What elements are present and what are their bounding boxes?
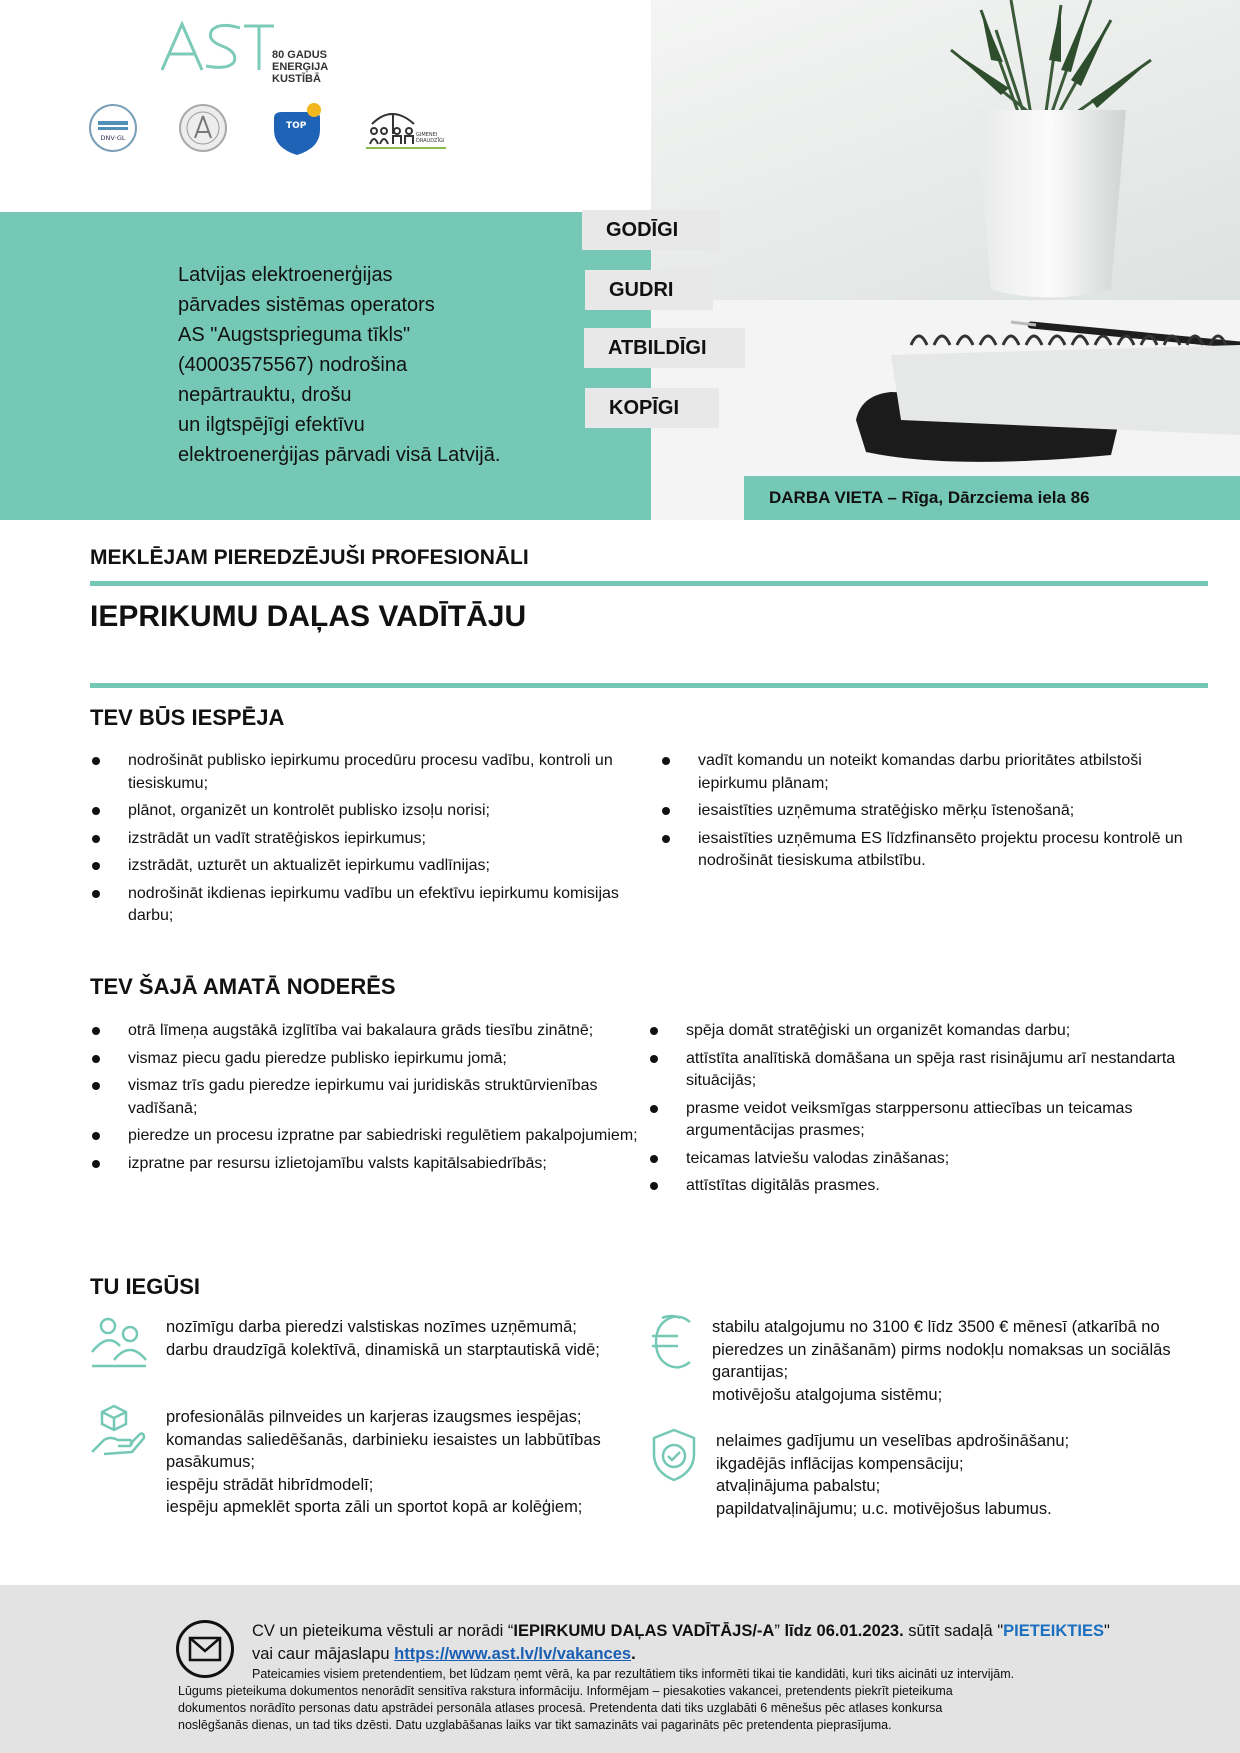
- vacancies-link[interactable]: https://www.ast.lv/lv/vakances: [394, 1645, 632, 1663]
- people-icon: [90, 1316, 148, 1368]
- job-title: IEPRIKUMU DAĻAS VADĪTĀJU: [90, 600, 527, 633]
- dnv-gl-cert-icon: [88, 103, 138, 153]
- list-item: nodrošināt ikdienas iepirkumu vadību un efektīvu iepirkumu komisijas darbu;: [90, 883, 630, 928]
- kicker-heading: MEKLĒJAM PIEREDZĒJUŠI PROFESIONĀLI: [90, 546, 529, 569]
- logo-tagline: 80 GADUS ENERĢIJA KUSTĪBĀ: [272, 49, 329, 85]
- value-smart: GUDRI: [585, 270, 713, 310]
- opportunities-left-list: [90, 750, 630, 933]
- company-intro: Latvijas elektroenerģijas pārvades sistēmas operators AS "Augstsprieguma tīkls" (40003575567) nodrošina nepārtrauktu, drošu un ilgtspējīgi efektīvu elektroenerģijas pārvadi visā Latvijā.: [178, 264, 501, 466]
- workplace-banner: DARBA VIETA – Rīga, Dārzciema iela 86: [744, 476, 1240, 520]
- value-responsible: ATBILDĪGI: [584, 328, 745, 368]
- list-item: izpratne par resursu izlietojamību valsts kapitālsabiedrībās;: [90, 1153, 640, 1176]
- top-employer-badge-icon: [270, 100, 325, 156]
- value-together: KOPĪGI: [585, 388, 719, 428]
- section-title-benefits: TU IEGŪSI: [90, 1274, 201, 1299]
- application-line: CV un pieteikuma vēstuli ar norādi “IEPIRKUMU DAĻAS VADĪTĀJS/-A” līdz 06.01.2023. sūtīt sadaļā "PIETEIKTIES": [252, 1622, 1110, 1640]
- list-item: iesaistīties uzņēmuma ES līdzfinansēto projektu procesu kontrolē un nodrošināt tiesiskuma atbilstību.: [660, 828, 1215, 873]
- ast-logo: [160, 20, 275, 72]
- svg-text:ĢIMENEI: ĢIMENEI: [416, 132, 438, 138]
- footer-note-1: Pateicamies visiem pretendentiem, bet lūdzam ņemt vērā, ka par rezultātiem tiks informēti tikai tie kandidāti, kuri tiks aicināti uz intervijām.: [252, 1667, 1015, 1681]
- benefit-salary: stabilu atalgojumu no 3100 € līdz 3500 € mēnesī (atkarībā no pieredzes un zināšanām) pirms nodokļu nomaksas un sociālās garantijas; motivējošu atalgojuma sistēmu;: [712, 1318, 1171, 1404]
- benefit-development: profesionālās pilnveides un karjeras izaugsmes iespējas; komandas saliedēšanās, darbinieku iesaistes un labbūtības pasākumus; iespēju strādāt hibrīdmodelī; iespēju apmeklēt sporta zāli un sportot kopā ar kolēģiem;: [166, 1408, 601, 1516]
- list-item: teicamas latviešu valodas zināšanas;: [648, 1148, 1208, 1171]
- opportunities-right-list: [660, 750, 1215, 878]
- shield-check-icon: [650, 1428, 698, 1482]
- website-line: vai caur mājaslapu https://www.ast.lv/lv/vakances.: [252, 1645, 636, 1663]
- list-item: nodrošināt publisko iepirkumu procedūru procesu vadību, kontroli un tiesiskumu;: [90, 750, 630, 795]
- svg-text:DNV·GL: DNV·GL: [100, 134, 126, 142]
- list-item: vismaz piecu gadu pieredze publisko iepirkumu jomā;: [90, 1048, 640, 1071]
- list-item: attīstītas digitālās prasmes.: [648, 1175, 1208, 1198]
- footer-note-3: dokumentos norādīto personas datu apstrādei personāla atlases procesā. Pretendenta dati tiks uzglabāti 6 mēnešus pēc atlases konkursa: [178, 1701, 943, 1715]
- list-item: iesaistīties uzņēmuma stratēģisko mērķu īstenošanā;: [660, 800, 1215, 823]
- mail-icon: [176, 1620, 234, 1678]
- divider: [90, 683, 1208, 688]
- list-item: prasme veidot veiksmīgas starppersonu attiecības un teicamas argumentācijas prasmes;: [648, 1098, 1208, 1143]
- benefit-experience: nozīmīgu darba pieredzi valstiskas nozīmes uzņēmumā; darbu draudzīgā kolektīvā, dinamiskā un starptautiskā vidē;: [166, 1318, 600, 1359]
- requirements-left-list: [90, 1020, 640, 1180]
- footer-note-2: Lūgums pieteikuma dokumentos nenorādīt sensitīva rakstura informāciju. Informējam – piesakoties vakancei, pretendents piekrīt pieteikuma: [178, 1684, 953, 1698]
- desk-illustration: [651, 0, 1240, 520]
- seal-icon: [178, 103, 228, 153]
- position-reference: IEPIRKUMU DAĻAS VADĪTĀJS/-A: [513, 1622, 775, 1640]
- section-title-requirements: TEV ŠAJĀ AMATĀ NODERĒS: [90, 974, 396, 999]
- family-friendly-icon: [364, 104, 446, 150]
- apply-link[interactable]: PIETEIKTIES: [1003, 1622, 1104, 1640]
- list-item: izstrādāt un vadīt stratēģiskos iepirkumus;: [90, 828, 630, 851]
- list-item: otrā līmeņa augstākā izglītība vai bakalaura grāds tiesību zinātnē;: [90, 1020, 640, 1043]
- section-title-opportunities: TEV BŪS IESPĒJA: [90, 705, 285, 730]
- divider: [90, 581, 1208, 586]
- svg-text:TOP: TOP: [286, 121, 307, 131]
- deadline: līdz 06.01.2023.: [784, 1622, 904, 1640]
- benefit-insurance: nelaimes gadījumu un veselības apdrošināšanu; ikgadējās inflācijas kompensāciju; atvaļinājuma pabalstu; papildatvaļinājumu; u.c. motivējošus labumus.: [716, 1432, 1070, 1518]
- header-photo: [651, 0, 1240, 520]
- requirements-right-list: [648, 1020, 1208, 1203]
- list-item: vadīt komandu un noteikt komandas darbu prioritātes atbilstoši iepirkumu plānam;: [660, 750, 1215, 795]
- list-item: izstrādāt, uzturēt un aktualizēt iepirkumu vadlīnijas;: [90, 855, 630, 878]
- value-honest: GODĪGI: [582, 210, 720, 250]
- hand-box-icon: [90, 1404, 146, 1458]
- list-item: plānot, organizēt un kontrolēt publisko izsoļu norisi;: [90, 800, 630, 823]
- list-item: vismaz trīs gadu pieredze iepirkumu vai juridiskās struktūrvienības vadīšanā;: [90, 1075, 640, 1120]
- list-item: spēja domāt stratēģiski un organizēt komandas darbu;: [648, 1020, 1208, 1043]
- svg-text:DRAUDZĪGI: DRAUDZĪGI: [416, 138, 445, 144]
- euro-icon: [650, 1314, 694, 1370]
- envelope-icon: [179, 1623, 231, 1675]
- list-item: attīstīta analītiskā domāšana un spēja rast risinājumu arī nestandarta situācijās;: [648, 1048, 1208, 1093]
- list-item: pieredze un procesu izpratne par sabiedriski regulētiem pakalpojumiem;: [90, 1125, 640, 1148]
- application-instructions: [252, 1620, 1132, 1666]
- footer-note-4: noslēgšanās dienas, un tad tiks dzēsti. Datu uzglabāšanas laiks var tikt samazināts vai pagarināts pēc pretendenta pieprasījuma.: [178, 1718, 892, 1732]
